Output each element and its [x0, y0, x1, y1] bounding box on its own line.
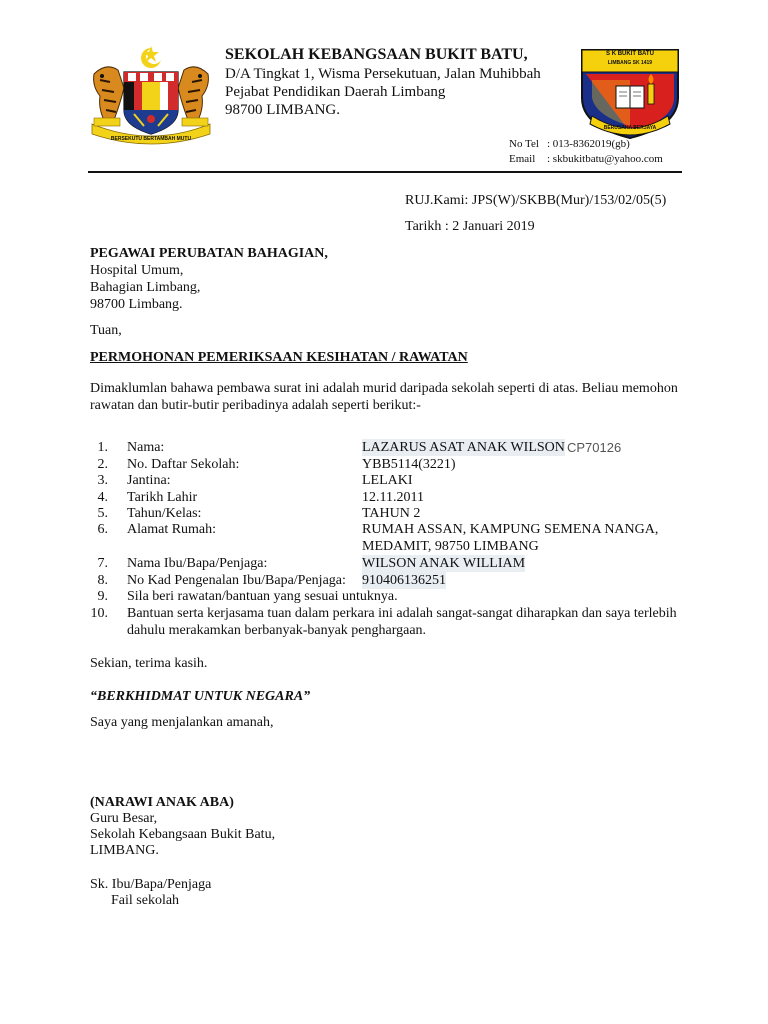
item-value-code: CP70126 [567, 440, 622, 455]
salutation: Tuan, [90, 323, 122, 338]
item-number: 1. [97, 440, 108, 455]
item-value-address: RUMAH ASSAN, KAMPUNG SEMENA NANGA, [362, 522, 659, 537]
item-value-dob: 12.11.2011 [362, 490, 424, 505]
item-value-register: YBB5114(3221) [362, 457, 456, 472]
signatory-name: (NARAWI ANAK ABA) [90, 795, 234, 810]
item-number: 6. [97, 522, 108, 537]
motto: “BERKHIDMAT UNTUK NEGARA” [90, 689, 311, 704]
address-line-1: D/A Tingkat 1, Wisma Persekutuan, Jalan Muhibbah [225, 66, 541, 82]
header-divider [88, 171, 682, 173]
email-label: Email [509, 153, 536, 165]
signatory-school: Sekolah Kebangsaan Bukit Batu, [90, 827, 276, 842]
torch-icon [648, 74, 654, 104]
item-number: 2. [97, 457, 108, 472]
closing: Sekian, terima kasih. [90, 656, 208, 671]
item-text-appreciation: Bantuan serta kerjasama tuan dalam perkara ini adalah sangat-sangat diharapkan dan saya terlebih [127, 606, 677, 621]
item-number: 3. [97, 473, 108, 488]
item-number: 10. [90, 606, 108, 621]
item-value-guardian: WILSON ANAK WILLIAM [362, 556, 526, 571]
book-icon [616, 86, 644, 108]
item-number: 5. [97, 506, 108, 521]
item-value-address-2: MEDAMIT, 98750 LIMBANG [362, 539, 539, 554]
intro-line-2: rawatan dan butir-butir peribadinya adalah seperti berikut:- [90, 398, 421, 413]
tiger-right-icon [178, 67, 208, 124]
badge-top-text: S K BUKIT BATU [606, 51, 654, 57]
item-number: 7. [97, 556, 108, 571]
item-label-class: Tahun/Kelas: [127, 506, 202, 521]
recipient-line-1: Hospital Umum, [90, 263, 184, 278]
item-number: 9. [97, 589, 108, 604]
tel-value: : 013-8362019(gb) [547, 138, 630, 150]
item-number: 8. [97, 573, 108, 588]
cc-line-1: Sk. Ibu/Bapa/Penjaga [90, 877, 212, 892]
signoff: Saya yang menjalankan amanah, [90, 715, 274, 730]
item-label-gender: Jantina: [127, 473, 171, 488]
tiger-left-icon [94, 67, 124, 124]
recipient-line-3: 98700 Limbang. [90, 297, 183, 312]
badge-banner-text: BERUSAHA BERJAYA [603, 125, 657, 131]
tel-label: No Tel [509, 138, 539, 150]
item-value-class: TAHUN 2 [362, 506, 421, 521]
badge-sub-text: LIMBANG SK 1419 [607, 60, 653, 66]
item-text-appreciation-2: dahulu merakamkan berbanyak-banyak penghargaan. [127, 623, 427, 638]
crest-motto-text: BERSEKUTU BERTAMBAH MUTU [110, 136, 192, 142]
school-name: SEKOLAH KEBANGSAAN BUKIT BATU, [225, 46, 528, 63]
national-crest-logo [88, 44, 214, 148]
item-number: 4. [97, 490, 108, 505]
letter-subject: PERMOHONAN PEMERIKSAAN KESIHATAN / RAWATAN [90, 350, 468, 365]
intro-line-1: Dimaklumlan bahawa pembawa surat ini adalah murid daripada sekolah seperti di atas. Beliau memohon [90, 381, 678, 396]
item-label-name: Nama: [127, 440, 165, 455]
item-label-guardian: Nama Ibu/Bapa/Penjaga: [127, 556, 268, 571]
item-label-dob: Tarikh Lahir [127, 490, 198, 505]
email-value: : skbukitbatu@yahoo.com [547, 153, 663, 165]
recipient-title: PEGAWAI PERUBATAN BAHAGIAN, [90, 246, 328, 261]
address-line-3: 98700 LIMBANG. [225, 102, 340, 118]
shield-icon [124, 72, 178, 134]
item-value-ic: 910406136251 [362, 573, 446, 588]
reference-number: RUJ.Kami: JPS(W)/SKBB(Mur)/153/02/05(5) [405, 193, 667, 208]
recipient-line-2: Bahagian Limbang, [90, 280, 201, 295]
signatory-position: Guru Besar, [90, 811, 158, 826]
item-text-treatment: Sila beri rawatan/bantuan yang sesuai untuknya. [127, 589, 398, 604]
item-label-ic: No Kad Pengenalan Ibu/Bapa/Penjaga: [127, 573, 346, 588]
signatory-town: LIMBANG. [90, 843, 159, 858]
address-line-2: Pejabat Pendidikan Daerah Limbang [225, 84, 446, 100]
letter-date: Tarikh : 2 Januari 2019 [405, 219, 535, 234]
star-crescent-icon [141, 46, 162, 68]
item-label-register: No. Daftar Sekolah: [127, 457, 240, 472]
cc-line-2: Fail sekolah [111, 893, 180, 908]
item-value-name: LAZARUS ASAT ANAK WILSON [362, 440, 565, 455]
item-value-gender: LELAKI [362, 473, 413, 488]
item-label-address: Alamat Rumah: [127, 522, 217, 537]
